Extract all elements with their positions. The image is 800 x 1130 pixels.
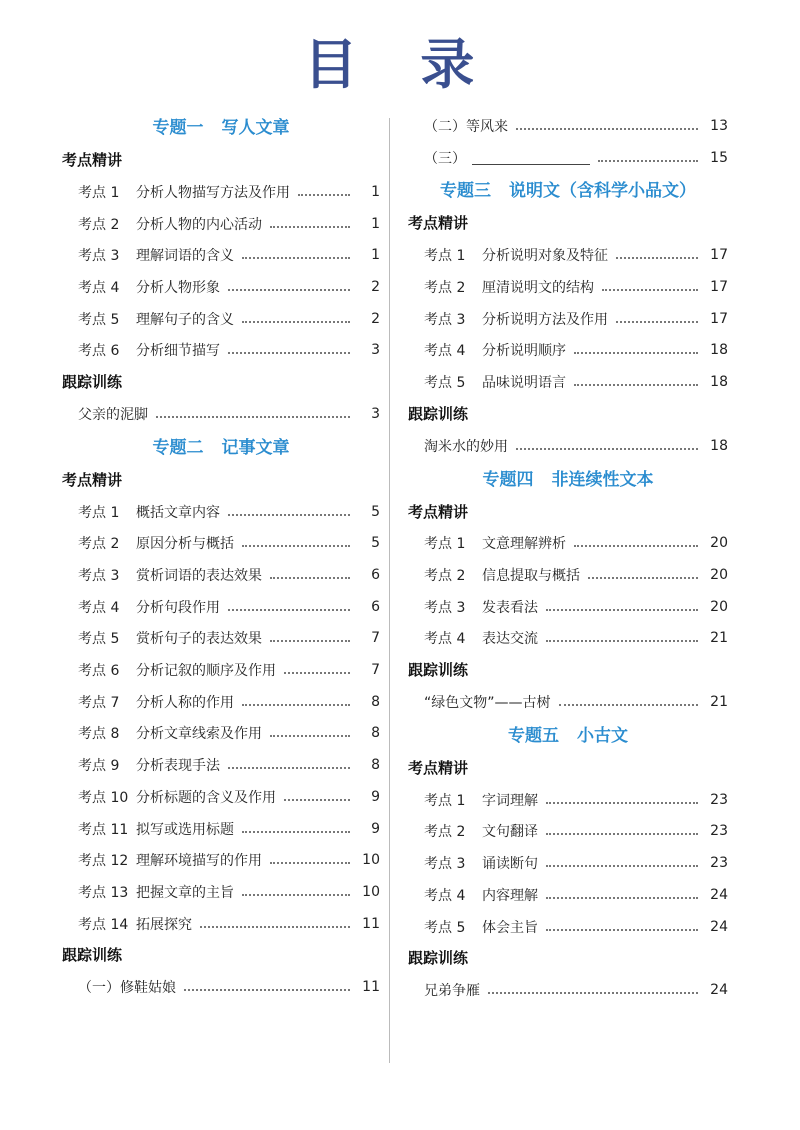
page-number: 2 [371, 278, 380, 295]
topic-number: 专题二 [152, 437, 204, 458]
toc-entry[interactable] [408, 430, 728, 462]
dot-leader [546, 802, 698, 804]
entry-point-number: 考点 4 [78, 599, 120, 616]
toc-list [408, 974, 728, 1006]
dot-leader [559, 704, 698, 706]
dot-leader [228, 609, 350, 611]
topic-name: 说明文（含科学小品文） [509, 181, 696, 202]
page-number: 9 [371, 788, 380, 805]
toc-entry[interactable] [408, 784, 728, 816]
entry-title: 厘清说明文的结构 [482, 279, 594, 296]
dot-leader [546, 640, 698, 642]
page-number: 24 [710, 918, 728, 935]
page-title: 目 录 [303, 33, 497, 96]
entry-title: （一）修鞋姑娘 [78, 980, 176, 997]
dot-leader [228, 767, 350, 769]
entry-point-number: 考点 3 [78, 248, 120, 265]
entry-point-number: 考点 5 [78, 311, 120, 328]
entry-point-number: 考点 3 [424, 599, 466, 616]
entry-title: “绿色文物”——古树 [424, 695, 551, 712]
toc-entry[interactable] [62, 496, 380, 528]
toc-entry[interactable] [62, 971, 380, 1003]
page-number: 23 [710, 823, 728, 840]
toc-list [408, 784, 728, 942]
page-number: 18 [710, 342, 728, 359]
entry-title: 分析记叙的顺序及作用 [136, 663, 276, 680]
toc-entry[interactable] [62, 876, 380, 908]
entry-title: 分析文章线索及作用 [136, 726, 262, 743]
entry-point-number: 考点 10 [78, 789, 129, 806]
topic-name: 写人文章 [221, 118, 290, 138]
page-number: 21 [710, 694, 728, 711]
dot-leader [284, 672, 350, 674]
dot-leader [242, 894, 350, 896]
page-number: 2 [371, 310, 380, 327]
page-number: 8 [371, 757, 380, 774]
dot-leader [228, 289, 350, 291]
dot-leader [574, 545, 698, 547]
dot-leader [270, 640, 350, 642]
dot-leader [200, 926, 350, 928]
dot-leader [284, 799, 350, 801]
entry-title: 原因分析与概括 [136, 536, 234, 553]
topic-name: 小古文 [577, 725, 628, 746]
toc-entry[interactable] [62, 239, 380, 271]
entry-point-number: 考点 6 [78, 343, 120, 360]
toc-entry[interactable] [408, 110, 728, 142]
page-number: 10 [362, 852, 380, 869]
page-number: 17 [710, 278, 728, 295]
page-number: 3 [371, 342, 380, 359]
entry-point-number: 考点 1 [424, 536, 466, 553]
entry-title: 分析说明对象及特征 [482, 248, 608, 265]
section-heading: 跟踪训练 [62, 373, 123, 392]
page-number: 15 [710, 149, 728, 166]
entry-title: 体会主旨 [482, 919, 538, 936]
toc-entry[interactable] [62, 398, 380, 430]
page-number: 11 [362, 915, 380, 932]
toc-entry[interactable] [408, 911, 728, 943]
toc-entry[interactable] [62, 176, 380, 208]
toc-list [62, 398, 380, 430]
toc-entry[interactable] [408, 528, 728, 560]
section-heading: 跟踪训练 [408, 661, 469, 680]
dot-leader [270, 862, 350, 864]
page-number: 23 [710, 791, 728, 808]
dot-leader [270, 577, 350, 579]
section-heading: 考点精讲 [62, 470, 123, 489]
topic-name: 非连续性文本 [551, 469, 654, 490]
entry-title: 拓展探究 [136, 916, 192, 933]
page-number: 7 [371, 662, 380, 679]
dot-leader [298, 194, 350, 196]
dot-leader [184, 989, 350, 991]
entry-point-number: 考点 2 [78, 216, 120, 233]
entry-title: 分析人物形象 [136, 279, 220, 296]
page-number: 1 [371, 183, 380, 200]
toc-list [408, 110, 728, 173]
dot-leader [546, 609, 698, 611]
section-heading: 跟踪训练 [408, 949, 469, 968]
entry-title: 淘米水的妙用 [424, 438, 508, 455]
toc-list [408, 430, 728, 462]
page-number: 5 [371, 535, 380, 552]
dot-leader [616, 321, 698, 323]
page-number: 8 [371, 725, 380, 742]
section-heading: 考点精讲 [408, 758, 469, 777]
dot-leader [228, 514, 350, 516]
entry-point-number: 考点 14 [78, 916, 129, 933]
entry-point-number: 考点 2 [424, 279, 466, 296]
fill-in-blank [472, 150, 590, 165]
toc-entry[interactable] [62, 908, 380, 940]
page-number: 24 [710, 982, 728, 999]
entry-point-number: 考点 3 [78, 568, 120, 585]
page-number: 1 [371, 247, 380, 264]
page-number: 20 [710, 567, 728, 584]
toc-list [62, 176, 380, 366]
entry-point-number: 考点 1 [78, 504, 120, 521]
entry-point-number: 考点 4 [424, 887, 466, 904]
toc-entry[interactable] [62, 528, 380, 560]
page-number: 8 [371, 693, 380, 710]
entry-title: 表达交流 [482, 631, 538, 648]
page-number: 17 [710, 310, 728, 327]
toc-entry[interactable] [408, 974, 728, 1006]
toc-entry[interactable] [62, 559, 380, 591]
toc-entry[interactable] [62, 749, 380, 781]
entry-point-number: 考点 1 [424, 248, 466, 265]
entry-point-number: 考点 2 [78, 536, 120, 553]
entry-title: 分析表现手法 [136, 758, 220, 775]
topic-heading[interactable] [408, 720, 728, 752]
entry-title: 赏析句子的表达效果 [136, 631, 262, 648]
entry-title: 概括文章内容 [136, 504, 220, 521]
toc-entry[interactable] [408, 591, 728, 623]
toc-entry[interactable] [408, 366, 728, 398]
toc-entry[interactable] [62, 623, 380, 655]
entry-title: 赏析词语的表达效果 [136, 568, 262, 585]
dot-leader [574, 384, 698, 386]
page-number: 20 [710, 535, 728, 552]
dot-leader [516, 128, 698, 130]
toc-entry[interactable] [62, 781, 380, 813]
toc-entry[interactable] [408, 623, 728, 655]
page-number: 6 [371, 598, 380, 615]
dot-leader [516, 448, 698, 450]
entry-title: 诵读断句 [482, 856, 538, 873]
dot-leader [242, 321, 350, 323]
toc-entry[interactable] [62, 271, 380, 303]
section-heading: 考点精讲 [408, 502, 469, 521]
dot-leader [546, 833, 698, 835]
entry-point-number: 考点 2 [424, 824, 466, 841]
entry-title: 字词理解 [482, 792, 538, 809]
toc-entry[interactable] [408, 303, 728, 335]
entry-title: 拟写或选用标题 [136, 821, 234, 838]
entry-title: 发表看法 [482, 599, 538, 616]
entry-point-number: 考点 11 [78, 821, 129, 838]
page-number: 5 [371, 503, 380, 520]
dot-leader [616, 257, 698, 259]
toc-entry[interactable] [62, 718, 380, 750]
toc-entry[interactable] [62, 591, 380, 623]
entry-point-number: 考点 5 [78, 631, 120, 648]
section-heading: 跟踪训练 [62, 946, 123, 965]
page-number: 1 [371, 215, 380, 232]
toc-entry[interactable] [62, 654, 380, 686]
toc-entry[interactable] [62, 844, 380, 876]
topic-heading[interactable] [62, 432, 380, 464]
entry-title: （二）等风来 [424, 118, 508, 135]
topic-heading[interactable] [408, 464, 728, 496]
page-number: 23 [710, 855, 728, 872]
page-number: 6 [371, 567, 380, 584]
dot-leader [602, 289, 698, 291]
section-heading: 考点精讲 [408, 214, 469, 233]
topic-number: 专题一 [152, 118, 204, 138]
dot-leader [242, 831, 350, 833]
entry-title: 分析说明方法及作用 [482, 311, 608, 328]
topic-number: 专题三 [440, 181, 491, 202]
right-column [408, 110, 728, 1006]
left-column [62, 110, 380, 1003]
page-number: 18 [710, 373, 728, 390]
dot-leader [156, 416, 350, 418]
entry-point-number: 考点 6 [78, 663, 120, 680]
page-number: 13 [710, 117, 728, 134]
entry-title: 理解环境描写的作用 [136, 853, 262, 870]
toc-entry[interactable] [62, 334, 380, 366]
page-number: 11 [362, 979, 380, 996]
entry-title: 分析人称的作用 [136, 694, 234, 711]
page-number: 17 [710, 247, 728, 264]
dot-leader [598, 160, 698, 162]
topic-heading[interactable] [62, 112, 380, 144]
toc-entry[interactable] [62, 813, 380, 845]
toc-entry[interactable] [408, 271, 728, 303]
column-divider [389, 118, 390, 1063]
toc-list [408, 239, 728, 397]
topic-number: 专题四 [482, 469, 534, 490]
entry-point-number: 考点 5 [424, 919, 466, 936]
dot-leader [546, 897, 698, 899]
entry-title: 父亲的泥脚 [78, 406, 148, 423]
topic-number: 专题五 [508, 725, 559, 746]
toc-entry[interactable] [408, 816, 728, 848]
entry-point-number: 考点 1 [424, 792, 466, 809]
page-number: 21 [710, 630, 728, 647]
topic-name: 记事文章 [221, 437, 290, 458]
toc-entry[interactable] [408, 559, 728, 591]
entry-title: 分析人物描写方法及作用 [136, 184, 290, 201]
topic-heading[interactable] [408, 175, 728, 207]
entry-title: 兄弟争雁 [424, 983, 480, 1000]
dot-leader [228, 352, 350, 354]
dot-leader [242, 545, 350, 547]
entry-title: 分析句段作用 [136, 599, 220, 616]
entry-title: 分析说明顺序 [482, 343, 566, 360]
toc-entry[interactable] [408, 847, 728, 879]
toc-entry[interactable] [408, 239, 728, 271]
entry-point-number: 考点 8 [78, 726, 120, 743]
entry-point-number: 考点 7 [78, 694, 120, 711]
entry-point-number: 考点 1 [78, 184, 120, 201]
toc-list [62, 971, 380, 1003]
entry-point-number: 考点 3 [424, 856, 466, 873]
toc-list [408, 528, 728, 655]
entry-title: 把握文章的主旨 [136, 884, 234, 901]
entry-point-number: 考点 2 [424, 568, 466, 585]
entry-point-number: 考点 13 [78, 884, 129, 901]
toc-list [408, 686, 728, 718]
dot-leader [270, 226, 350, 228]
toc-entry[interactable] [408, 686, 728, 718]
dot-leader [488, 992, 698, 994]
page-number: 20 [710, 598, 728, 615]
page-number: 3 [371, 405, 380, 422]
entry-point-number: 考点 4 [78, 279, 120, 296]
entry-title: 分析细节描写 [136, 343, 220, 360]
toc-list [62, 496, 380, 940]
toc-entry[interactable] [62, 208, 380, 240]
entry-title: 理解句子的含义 [136, 311, 234, 328]
dot-leader [270, 735, 350, 737]
entry-title: 信息提取与概括 [482, 568, 580, 585]
entry-point-number: 考点 5 [424, 374, 466, 391]
entry-point-number: 考点 9 [78, 758, 120, 775]
entry-title: （三） [424, 150, 466, 167]
entry-title: 品味说明语言 [482, 374, 566, 391]
entry-title: 文句翻译 [482, 824, 538, 841]
entry-point-number: 考点 4 [424, 343, 466, 360]
toc-entry[interactable] [62, 303, 380, 335]
toc-entry[interactable] [408, 334, 728, 366]
entry-title: 理解词语的含义 [136, 248, 234, 265]
page-number: 24 [710, 886, 728, 903]
toc-entry[interactable] [408, 142, 728, 174]
toc-entry[interactable] [408, 879, 728, 911]
entry-title: 文意理解辨析 [482, 536, 566, 553]
entry-title: 内容理解 [482, 887, 538, 904]
entry-point-number: 考点 12 [78, 853, 129, 870]
toc-entry[interactable] [62, 686, 380, 718]
page-number: 9 [371, 820, 380, 837]
dot-leader [588, 577, 698, 579]
entry-point-number: 考点 3 [424, 311, 466, 328]
page-number: 18 [710, 437, 728, 454]
entry-point-number: 考点 4 [424, 631, 466, 648]
entry-title: 分析人物的内心活动 [136, 216, 262, 233]
page-number: 10 [362, 883, 380, 900]
dot-leader [546, 865, 698, 867]
dot-leader [242, 704, 350, 706]
dot-leader [546, 929, 698, 931]
entry-title: 分析标题的含义及作用 [136, 789, 276, 806]
section-heading: 考点精讲 [62, 151, 123, 169]
section-heading: 跟踪训练 [408, 404, 469, 423]
dot-leader [242, 257, 350, 259]
dot-leader [574, 352, 698, 354]
page-number: 7 [371, 630, 380, 647]
